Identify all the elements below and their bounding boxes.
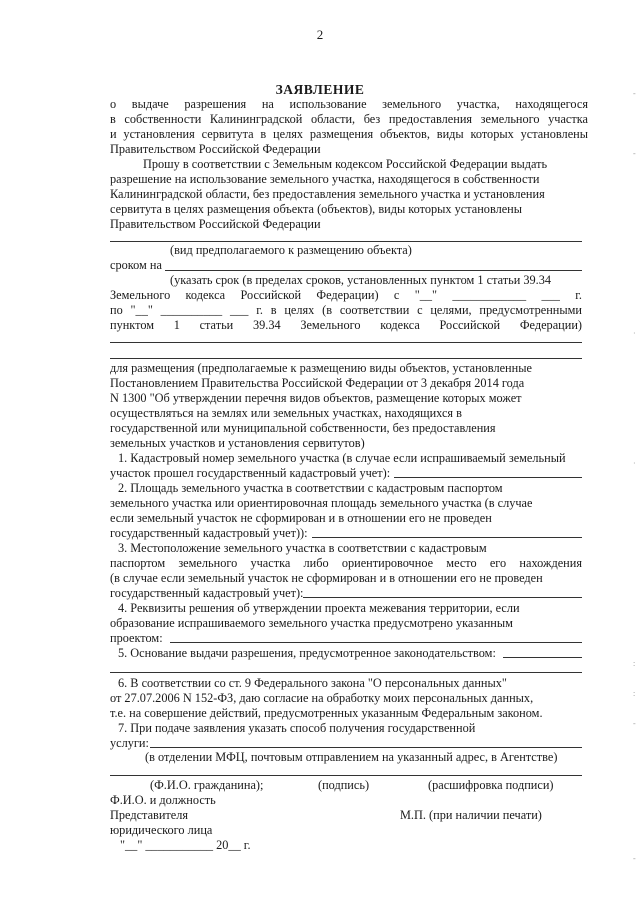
cadastral-number-input[interactable]: [394, 477, 582, 478]
page-number: 2: [316, 27, 324, 42]
request-line: разрешение на использование земельного участка, находящегося в собственности: [110, 172, 540, 186]
term-line: Земельного кодекса Российской Федерации) с "__" ____________ ___ г.: [110, 288, 582, 302]
scan-edge-mark: ·: [633, 459, 636, 468]
item5-line: 5. Основание выдачи разрешения, предусмотренное законодательством:: [118, 646, 496, 660]
item2-line: земельного участка или ориентировочная площадь земельного участка (в случае: [110, 496, 533, 510]
delivery-method-input[interactable]: [150, 747, 582, 748]
fio-position: Ф.И.О. и должность: [110, 793, 216, 807]
scan-edge-mark: -: [633, 854, 636, 863]
item7-line: 7. При подаче заявления указать способ получения государственной: [118, 721, 476, 735]
item4-line: образование испрашиваемого земельного участка предусмотрено указанным: [110, 616, 513, 630]
term-input-line[interactable]: [165, 270, 582, 271]
placement-line: осуществляться на землях или земельных участках, находящихся в: [110, 406, 462, 420]
item1-line: 1. Кадастровый номер земельного участка (в случае если испрашиваемый земельный: [118, 451, 566, 465]
placement-line: для размещения (предполагаемые к размещению виды объектов, установленные: [110, 361, 532, 375]
request-line: Прошу в соответствии с Земельным кодексом Российской Федерации выдать: [143, 157, 548, 171]
purpose-input-line[interactable]: [110, 342, 582, 343]
item3-line: государственный кадастровый учет):: [110, 586, 304, 600]
intro-line: о выдаче разрешения на использование земельного участка, находящегося: [110, 97, 588, 111]
scan-edge-mark: -: [633, 89, 636, 98]
placement-line: земельных участков и установления сервитутов): [110, 436, 365, 450]
request-line: Калининградской области, без предоставления земельного участка и установления: [110, 187, 545, 201]
intro-line: и установления сервитута в целях размещения объектов, виды которых установлены: [110, 127, 588, 141]
placement-line: государственной или муниципальной собственности, без предоставления: [110, 421, 496, 435]
representative: Представителя: [110, 808, 189, 822]
scan-edge-mark: :: [633, 689, 636, 698]
location-input[interactable]: [303, 597, 582, 598]
term-line: пунктом 1 статьи 39.34 Земельного кодекса Российской Федерации): [110, 318, 582, 332]
item6-line: от 27.07.2006 N 152-ФЗ, даю согласие на обработку моих персональных данных,: [110, 691, 534, 705]
item4-line: проектом:: [110, 631, 163, 645]
intro-line: Правительством Российской Федерации: [110, 142, 321, 156]
item4-line: 4. Реквизиты решения об утверждении проекта межевания территории, если: [118, 601, 520, 615]
term-line: по "__" __________ ___ г. в целях (в соответствии с целями, предусмотренными: [110, 303, 582, 317]
item3-line: (в случае если земельный участок не сформирован и в отношении его не проведен: [110, 571, 543, 585]
basis-input-line[interactable]: [110, 672, 582, 673]
decoding-label: (расшифровка подписи): [428, 778, 554, 792]
survey-project-input[interactable]: [170, 642, 582, 643]
legal-entity: юридического лица: [110, 823, 213, 837]
item6-line: 6. В соответствии со ст. 9 Федерального закона "О персональных данных": [118, 676, 507, 690]
area-input[interactable]: [312, 537, 582, 538]
placement-line: N 1300 "Об утверждении перечня видов объектов, размещение которых может: [110, 391, 522, 405]
term-hint: (указать срок (в пределах сроков, установленных пунктом 1 статьи 39.34: [170, 273, 552, 287]
intro-line: в собственности Калининградской области, без предоставления земельного участка: [110, 112, 588, 126]
basis-input[interactable]: [503, 657, 582, 658]
stamp-label: М.П. (при наличии печати): [400, 808, 542, 822]
item2-line: 2. Площадь земельного участка в соответствии с кадастровым паспортом: [118, 481, 503, 495]
delivery-hint: (в отделении МФЦ, почтовым отправлением на указанный адрес, в Агентстве): [145, 750, 558, 764]
item3-line: паспортом земельного участка либо ориентировочное место его нахождения: [110, 556, 582, 570]
signature-line[interactable]: [110, 775, 582, 776]
request-line: Правительством Российской Федерации: [110, 217, 321, 231]
item7-line: услуги:: [110, 736, 149, 750]
object-input-line[interactable]: [110, 241, 582, 242]
object-hint: (вид предполагаемого к размещению объекта): [170, 243, 412, 257]
item3-line: 3. Местоположение земельного участка в соответствии с кадастровым: [118, 541, 487, 555]
item1-line: участок прошел государственный кадастровый учет):: [110, 466, 391, 480]
request-line: сервитута в целях размещения объекта (объектов), виды которых установлены: [110, 202, 523, 216]
fio-label: (Ф.И.О. гражданина);: [150, 778, 264, 792]
item6-line: т.е. на совершение действий, предусмотренных указанным Федеральным законом.: [110, 706, 543, 720]
signature-label: (подпись): [318, 778, 370, 792]
item2-line: государственный кадастровый учет)):: [110, 526, 308, 540]
item2-line: если земельный участок не сформирован и в отношении его не проведен: [110, 511, 492, 525]
placement-line: Постановлением Правительства Российской Федерации от 3 декабря 2014 года: [110, 376, 525, 390]
scan-edge-mark: :: [633, 659, 636, 668]
date-field[interactable]: "__" ___________ 20__ г.: [120, 838, 251, 852]
scan-edge-mark: -: [633, 719, 636, 728]
purpose-input-line[interactable]: [110, 358, 582, 359]
form-title: ЗАЯВЛЕНИЕ: [275, 82, 365, 97]
term-label: сроком на: [110, 258, 162, 272]
scan-edge-mark: -: [633, 149, 636, 158]
scan-edge-mark: ·: [633, 329, 636, 338]
